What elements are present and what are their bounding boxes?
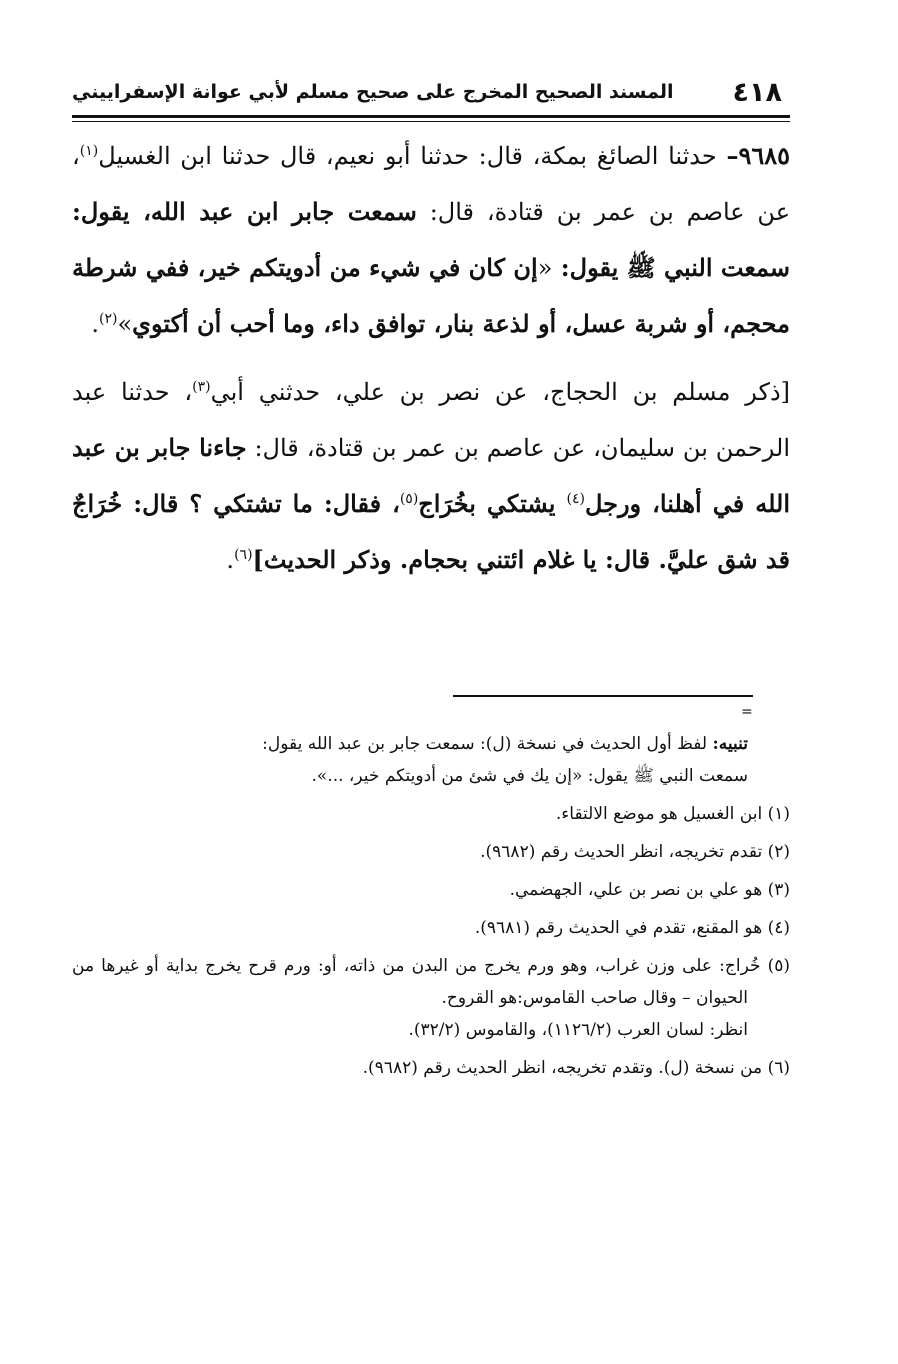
page-number: ٤١٨ [732, 76, 782, 108]
hadith-paragraph-1 [72, 128, 790, 352]
footnote-ref-3: (٣) [192, 379, 211, 395]
main-text [72, 128, 790, 588]
note-label: تنبيه: [712, 734, 748, 754]
footnote-ref-1: (١) [79, 143, 99, 159]
footnote-note [72, 728, 790, 760]
footnote-5-cont: انظر: لسان العرب (١١٢٦/٢)، والقاموس (٣٢/٢). [408, 1020, 748, 1040]
footnote-ref-4: (٤) [566, 491, 585, 507]
quote-open: « [537, 254, 553, 282]
quote-close: » [117, 310, 133, 338]
hadith-number: ٩٦٨٥– [726, 141, 790, 170]
footnote-separator [453, 695, 753, 697]
muslim-matn-1: جاءنا جابر بن عبد الله في أهلنا، ورجل [72, 433, 791, 518]
paragraph-end: . [91, 310, 100, 338]
header-rule-thick [72, 115, 790, 118]
footnote-6: (٦) من نسخة (ل). وتقدم تخريجه، انظر الحديث رقم (٩٦٨٢). [362, 1058, 790, 1078]
running-title: المسند الصحيح المخرج على صحيح مسلم لأبي عوانة الإسفراييني [72, 81, 674, 103]
footnote-5: (٥) خُراج: على وزن غراب، وهو ورم يخرج من البدن من ذاته، أو: ورم قرح يخرج بداية أو غيرها من الحيوان – وقال صاحب القاموس:هو القروح. [72, 956, 790, 1008]
footnote-note-cont: سمعت النبي ﷺ يقول: «إن يك في شئ من أدويتكم خير، ...». [311, 766, 748, 786]
muslim-matn-3: ، فقال: ما تشتكي ؟ قال: خُرَاجٌ قد شق عليَّ. قال: يا غلام ائتني بحجام. وذكر الحديث] [72, 489, 790, 574]
footnote-ref-6: (٦) [234, 547, 253, 563]
muslim-chain: [ذكر مسلم بن الحجاج، عن نصر بن علي، حدثني أبي [210, 378, 790, 406]
page-header [72, 72, 790, 112]
header-rule-thin [72, 121, 790, 122]
isnad-text: حدثنا الصائغ بمكة، قال: حدثنا أبو نعيم، قال حدثنا ابن الغسيل [98, 142, 727, 170]
footnote-3: (٣) هو علي بن نصر بن علي، الجهضمي. [509, 880, 790, 900]
hadith-paragraph-2 [72, 364, 790, 588]
footnote-ref-2: (٢) [99, 311, 118, 327]
footnote-ref-5: (٥) [399, 491, 419, 507]
footnotes [72, 728, 790, 1084]
matn-text: إن كان في شيء من أدويتكم خير، ففي شرطة محجم، أو شربة عسل، أو لذعة بنار، توافق داء، وما أحب أن أكتوي [72, 253, 790, 338]
isnad-text-cont: ، عن عاصم بن عمر بن قتادة، قال: [72, 142, 791, 226]
footnote-2: (٢) تقدم تخريجه، انظر الحديث رقم (٩٦٨٢). [480, 842, 790, 862]
footnote-continuation-mark: = [741, 704, 753, 720]
isnad-bold: سمعت جابر ابن عبد الله، يقول: سمعت النبي ﷺ يقول: [72, 197, 790, 282]
muslim-matn-2: يشتكي بخُرَاج [418, 489, 567, 518]
footnote-4: (٤) هو المقنع، تقدم في الحديث رقم (٩٦٨١). [474, 918, 790, 938]
paragraph-end: . [226, 546, 235, 574]
muslim-chain-cont: ، حدثنا عبد الرحمن بن سليمان، عن عاصم بن عمر بن قتادة، قال: [72, 378, 790, 462]
footnote-1: (١) ابن الغسيل هو موضع الالتقاء. [555, 804, 790, 824]
note-text: لفظ أول الحديث في نسخة (ل): سمعت جابر بن عبد الله يقول: [262, 734, 713, 754]
